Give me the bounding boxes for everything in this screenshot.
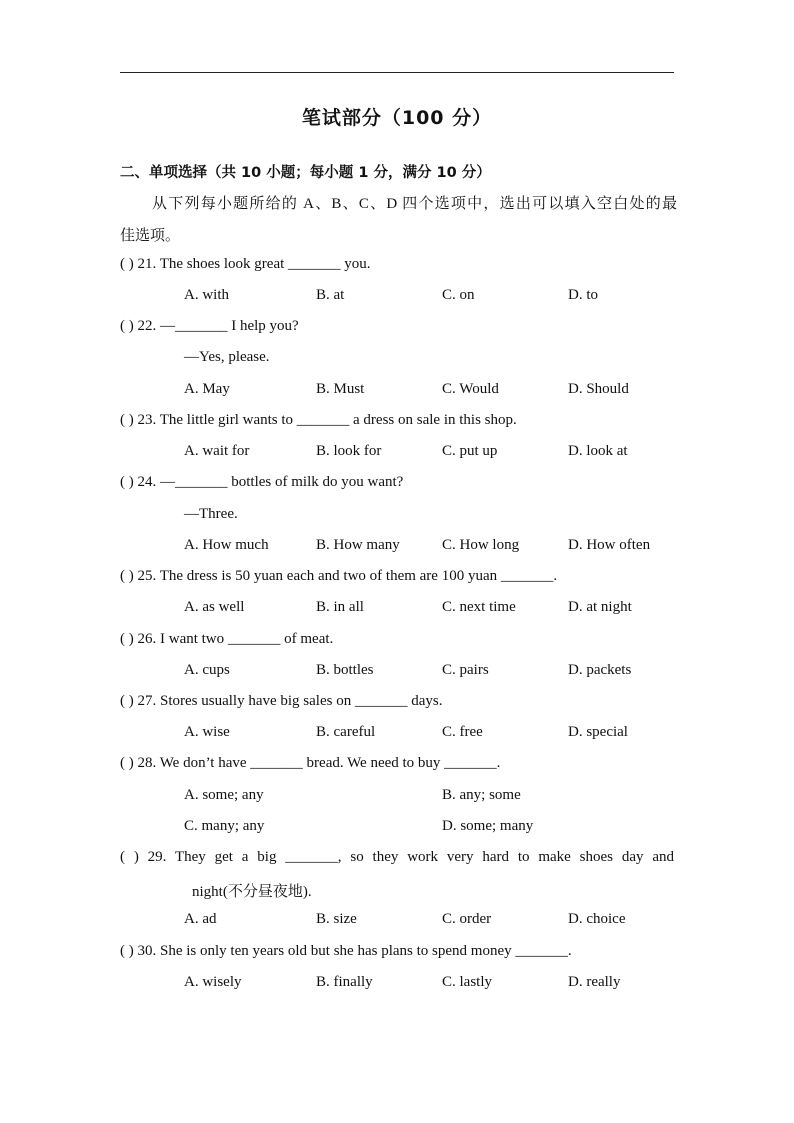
question-21-option-a: A. with <box>184 287 229 303</box>
question-21-option-b: B. at <box>316 287 345 303</box>
question-22-option-a: A. May <box>184 381 230 397</box>
question-22-option-d: D. Should <box>568 381 629 397</box>
question-29-option-d: D. choice <box>568 911 626 927</box>
question-26-stem: ( ) 26. I want two _______ of meat. <box>120 631 334 647</box>
question-25-option-b: B. in all <box>316 599 364 615</box>
page-title: 笔试部分（100 分） <box>301 107 493 129</box>
question-29-stem: ( ) 29. They get a big _______, so they work very hard to make shoes day and <box>120 849 674 865</box>
question-25-option-a: A. as well <box>184 599 245 615</box>
question-26-option-d: D. packets <box>568 662 632 678</box>
question-28-option-b: B. any; some <box>442 787 521 803</box>
question-28-option-d: D. some; many <box>442 818 534 834</box>
instruction-line-1: 从下列每小题所给的 A、B、C、D 四个选项中，选出可以填入空白处的最 <box>152 196 677 212</box>
question-28-stem: ( ) 28. We don’t have _______ bread. We need to buy _______. <box>120 755 501 771</box>
question-26-option-a: A. cups <box>184 662 230 678</box>
question-24-option-b: B. How many <box>316 537 400 553</box>
question-24-stem: ( ) 24. —_______ bottles of milk do you want? <box>120 474 404 490</box>
question-24-option-c: C. How long <box>442 537 520 553</box>
question-30-stem: ( ) 30. She is only ten years old but she has plans to spend money _______. <box>120 943 572 959</box>
question-23-option-d: D. look at <box>568 443 628 459</box>
question-30-option-c: C. lastly <box>442 974 493 990</box>
question-24-reply: —Three. <box>184 506 238 522</box>
question-21-option-c: C. on <box>442 287 475 303</box>
question-22-reply: —Yes, please. <box>184 349 270 365</box>
instruction-line-2: 佳选项。 <box>120 228 181 244</box>
question-28-option-c: C. many; any <box>184 818 265 834</box>
question-25-option-c: C. next time <box>442 599 516 615</box>
question-28-option-a: A. some; any <box>184 787 264 803</box>
question-25-option-d: D. at night <box>568 599 632 615</box>
question-26-option-b: B. bottles <box>316 662 374 678</box>
section-heading: 二、单项选择（共 10 小题；每小题 1 分，满分 10 分） <box>120 165 491 181</box>
question-23-option-b: B. look for <box>316 443 382 459</box>
question-29-continuation: night(不分昼夜地). <box>192 884 312 900</box>
question-30-option-a: A. wisely <box>184 974 242 990</box>
question-27-option-a: A. wise <box>184 724 230 740</box>
question-29-option-c: C. order <box>442 911 492 927</box>
question-27-option-b: B. careful <box>316 724 376 740</box>
question-26-option-c: C. pairs <box>442 662 489 678</box>
question-27-option-d: D. special <box>568 724 628 740</box>
top-divider-line <box>120 72 674 73</box>
question-21-stem: ( ) 21. The shoes look great _______ you. <box>120 256 371 272</box>
question-30-option-b: B. finally <box>316 974 373 990</box>
question-22-option-b: B. Must <box>316 381 365 397</box>
question-27-stem: ( ) 27. Stores usually have big sales on _______ days. <box>120 693 443 709</box>
question-21-option-d: D. to <box>568 287 598 303</box>
question-22-option-c: C. Would <box>442 381 499 397</box>
question-27-option-c: C. free <box>442 724 483 740</box>
question-23-stem: ( ) 23. The little girl wants to _______ a dress on sale in this shop. <box>120 412 517 428</box>
question-24-option-a: A. How much <box>184 537 269 553</box>
question-29-option-b: B. size <box>316 911 357 927</box>
question-24-option-d: D. How often <box>568 537 651 553</box>
question-25-stem: ( ) 25. The dress is 50 yuan each and two of them are 100 yuan _______. <box>120 568 558 584</box>
question-30-option-d: D. really <box>568 974 621 990</box>
question-23-option-a: A. wait for <box>184 443 250 459</box>
question-29-option-a: A. ad <box>184 911 217 927</box>
question-22-stem: ( ) 22. —_______ I help you? <box>120 318 299 334</box>
question-23-option-c: C. put up <box>442 443 498 459</box>
